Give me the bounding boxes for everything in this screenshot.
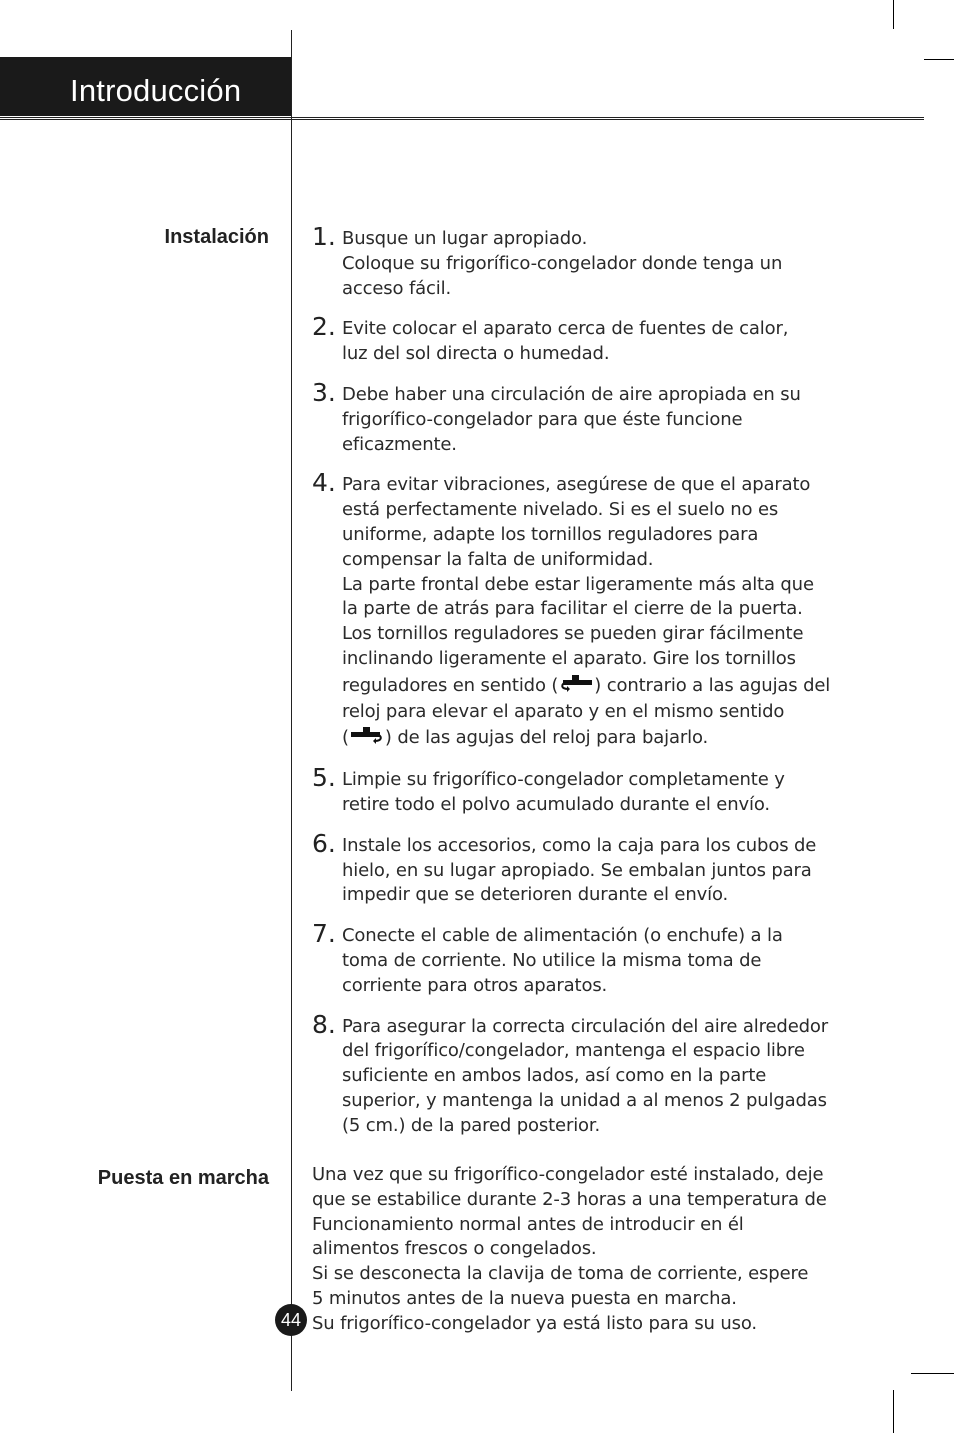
step-1 <box>312 222 842 301</box>
section-label-startup: Puesta en marcha <box>97 1167 269 1189</box>
startup-line: 5 minutos antes de la nueva puesta en marcha. <box>312 1287 737 1309</box>
step-6 <box>312 828 842 908</box>
crop-mark <box>893 1390 894 1433</box>
step-line <box>342 672 842 700</box>
startup-line: Funcionamiento normal antes de introducir en él <box>312 1213 744 1235</box>
step-8 <box>312 1009 842 1139</box>
step-4 <box>312 468 842 752</box>
startup-line: que se estabilice durante 2-3 horas a una temperatura de <box>312 1188 827 1210</box>
step-line: del frigorífico/congelador, mantenga el espacio libre <box>342 1040 805 1062</box>
step-text: ( <box>342 727 349 749</box>
header-rule <box>0 117 924 120</box>
crop-mark <box>911 1373 954 1374</box>
page-number-badge: 44 <box>275 1304 307 1336</box>
startup-line: Su frigorífico-congelador ya está listo para su uso. <box>312 1312 757 1334</box>
installation-steps <box>312 222 842 1155</box>
step-line: la parte de atrás para facilitar el cierre de la puerta. <box>342 598 803 620</box>
crop-mark <box>924 59 954 60</box>
step-text: reguladores en sentido ( <box>342 674 559 696</box>
step-line: luz del sol directa o humedad. <box>342 343 610 365</box>
step-7 <box>312 919 842 998</box>
startup-line: Si se desconecta la clavija de toma de corriente, espere <box>312 1263 809 1285</box>
step-line: Conecte el cable de alimentación (o enchufe) a la <box>342 925 783 947</box>
step-line: Para evitar vibraciones, asegúrese de que el aparato <box>342 474 811 496</box>
step-line: uniforme, adapte los tornillos reguladores para <box>342 523 759 545</box>
step-line: eficazmente. <box>342 433 457 455</box>
step-line: impedir que se deterioren durante el envío. <box>342 884 729 906</box>
step-line: hielo, en su lugar apropiado. Se embalan juntos para <box>342 859 812 881</box>
step-line: retire todo el polvo acumulado durante el envío. <box>342 793 770 815</box>
step-line: Evite colocar el aparato cerca de fuentes de calor, <box>342 318 789 340</box>
step-number: 5. <box>312 763 336 793</box>
step-number: 2. <box>312 312 336 342</box>
clockwise-screw-icon <box>349 724 385 752</box>
crop-mark <box>893 0 894 29</box>
step-line: frigorífico-congelador para que éste funcione <box>342 408 743 430</box>
step-line: Coloque su frigorífico-congelador donde tenga un <box>342 252 783 274</box>
step-line: está perfectamente nivelado. Si es el suelo no es <box>342 499 779 521</box>
step-line: acceso fácil. <box>342 277 452 299</box>
step-line <box>342 724 842 752</box>
step-2 <box>312 312 842 367</box>
step-number: 4. <box>312 468 336 498</box>
step-line: Instale los accesorios, como la caja para los cubos de <box>342 834 817 856</box>
column-divider <box>291 30 292 1391</box>
startup-line: alimentos frescos o congelados. <box>312 1238 597 1260</box>
step-number: 3. <box>312 377 336 407</box>
step-number: 7. <box>312 919 336 949</box>
step-line: (5 cm.) de la pared posterior. <box>342 1114 601 1136</box>
step-line: toma de corriente. No utilice la misma toma de <box>342 949 762 971</box>
step-line: inclinando ligeramente el aparato. Gire los tornillos <box>342 647 796 669</box>
step-line: corriente para otros aparatos. <box>342 974 608 996</box>
step-line: reloj para elevar el aparato y en el mismo sentido <box>342 700 785 722</box>
step-number: 6. <box>312 828 336 858</box>
step-number: 8. <box>312 1009 336 1039</box>
section-label-installation: Instalación <box>164 226 269 248</box>
step-line: suficiente en ambos lados, así como en la parte <box>342 1065 767 1087</box>
step-text: ) contrario a las agujas del <box>594 674 831 696</box>
step-line: La parte frontal debe estar ligeramente más alta que <box>342 573 814 595</box>
step-5 <box>312 763 842 818</box>
step-line: Busque un lugar apropiado. <box>342 228 588 249</box>
step-line: Debe haber una circulación de aire apropiada en su <box>342 383 801 405</box>
step-number: 1. <box>312 222 336 251</box>
step-3 <box>312 377 842 457</box>
step-line: compensar la falta de uniformidad. <box>342 548 654 570</box>
page-title: Introducción <box>70 73 242 108</box>
step-text: ) de las agujas del reloj para bajarlo. <box>384 727 709 749</box>
startup-text <box>312 1163 842 1337</box>
startup-line: Una vez que su frigorífico-congelador esté instalado, deje <box>312 1164 824 1185</box>
step-line: Los tornillos reguladores se pueden girar fácilmente <box>342 623 804 645</box>
step-line: superior, y mantenga la unidad a al menos 2 pulgadas <box>342 1089 827 1111</box>
step-line: Para asegurar la correcta circulación del aire alrededor <box>342 1015 829 1037</box>
step-line: Limpie su frigorífico-congelador completamente y <box>342 769 785 791</box>
counterclockwise-screw-icon <box>558 672 594 700</box>
